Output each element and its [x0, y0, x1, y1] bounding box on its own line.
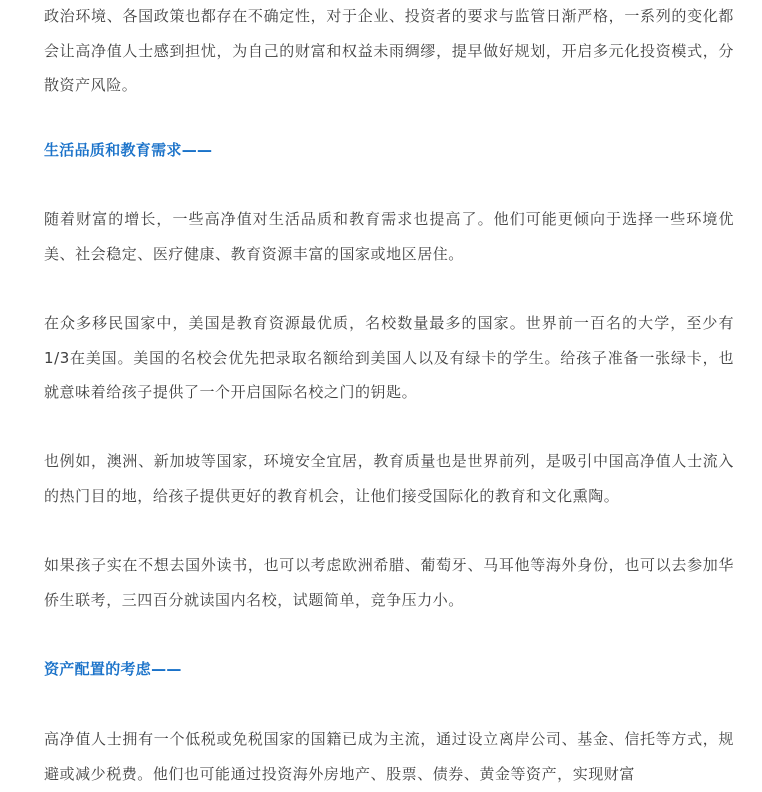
paragraph-political-uncertainty: 政治环境、各国政策也都存在不确定性，对于企业、投资者的要求与监管日渐严格，一系列的变化都会让高净值人士感到担忧，为自己的财富和权益未雨绸缪，提早做好规划，开启多元化投资模式，分散资产风险。: [44, 7, 734, 94]
paragraph-tax-planning: 高净值人士拥有一个低税或免税国家的国籍已成为主流，通过设立离岸公司、基金、信托等方式，规避或减少税费。他们也可能通过投资海外房地产、股票、债券、黄金等资产，实现财富: [44, 730, 734, 783]
paragraph-us-education: 在众多移民国家中，美国是教育资源最优质，名校数量最多的国家。世界前一百名的大学，至少有1/3在美国。美国的名校会优先把录取名额给到美国人以及有绿卡的学生。给孩子准备一张绿卡，也就意味着给孩子提供了一个开启国际名校之门的钥匙。: [44, 314, 734, 401]
paragraph-living-quality: 随着财富的增长，一些高净值对生活品质和教育需求也提高了。他们可能更倾向于选择一些环境优美、社会稳定、医疗健康、教育资源丰富的国家或地区居住。: [44, 210, 734, 263]
section-heading-asset-allocation: 资产配置的考虑——: [44, 660, 182, 678]
paragraph-australia-singapore: 也例如，澳洲、新加坡等国家，环境安全宜居，教育质量也是世界前列，是吸引中国高净值人士流入的热门目的地，给孩子提供更好的教育机会，让他们接受国际化的教育和文化熏陶。: [44, 452, 734, 505]
section-heading-life-education: 生活品质和教育需求——: [44, 141, 213, 159]
paragraph-europe-options: 如果孩子实在不想去国外读书，也可以考虑欧洲希腊、葡萄牙、马耳他等海外身份，也可以去参加华侨生联考，三四百分就读国内名校，试题简单，竞争压力小。: [44, 556, 734, 609]
